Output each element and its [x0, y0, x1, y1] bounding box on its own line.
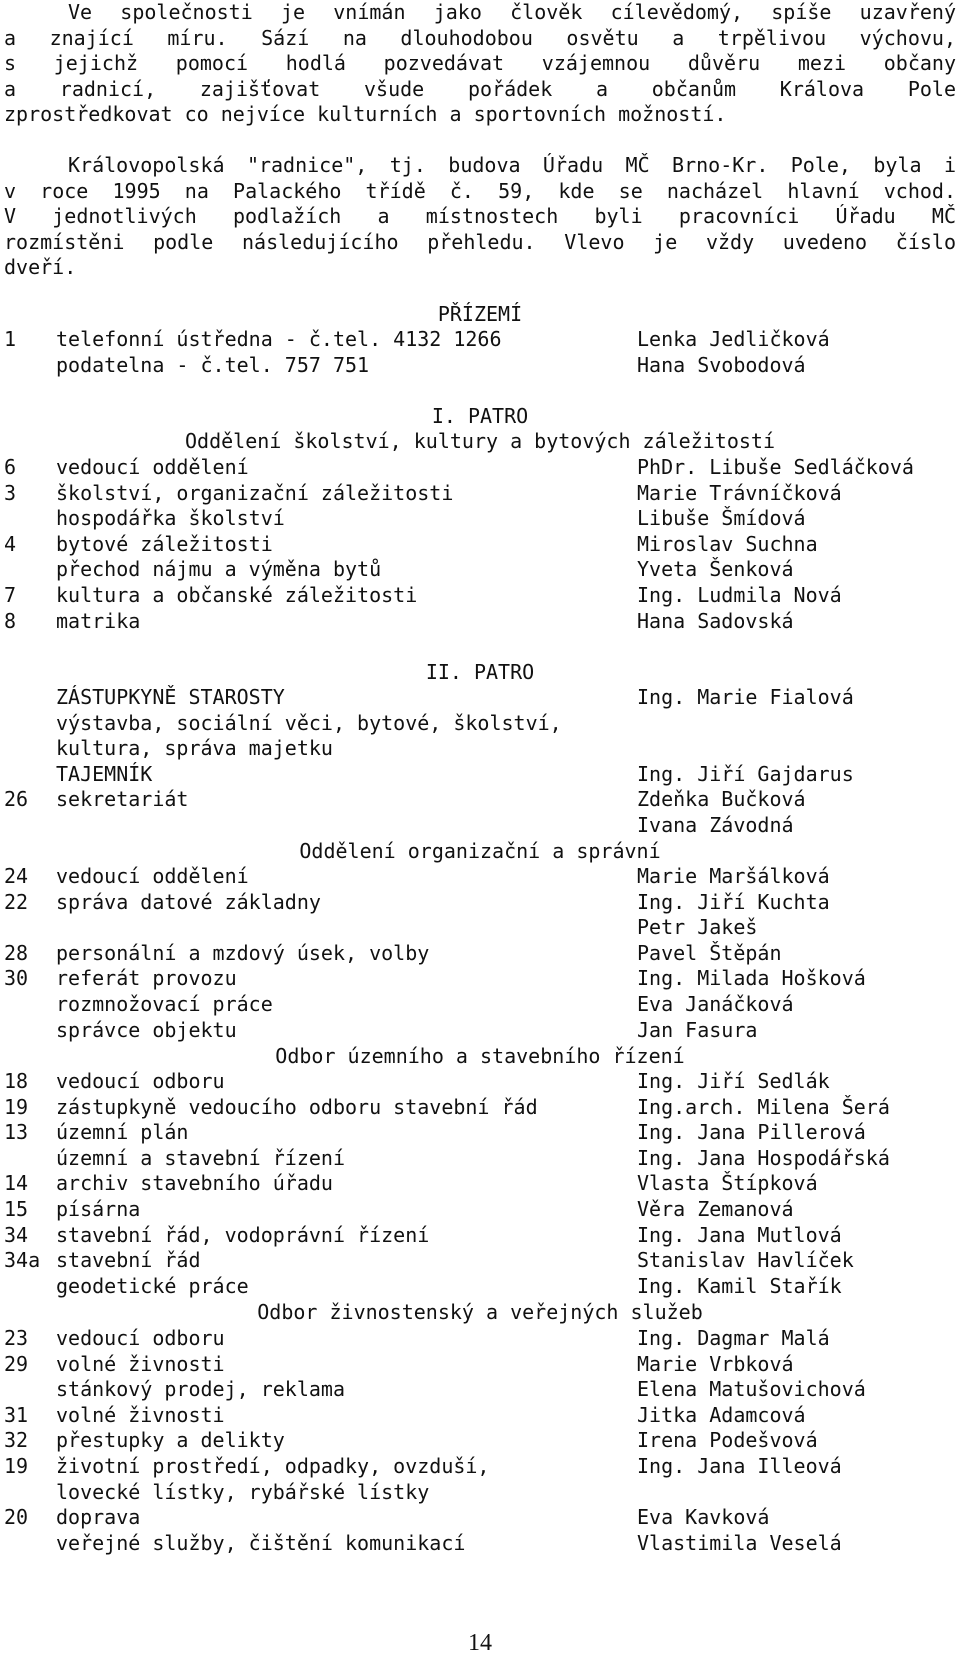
- agenda-description: volné živnosti: [56, 1402, 225, 1427]
- staff-name: Ing. Jana Mutlová: [637, 1222, 842, 1247]
- staff-name: Ing. Jiří Gajdarus: [637, 761, 854, 786]
- staff-name: Hana Svobodová: [637, 352, 806, 377]
- agenda-description: stánkový prodej, reklama: [56, 1377, 345, 1402]
- staff-name: Ing. Milada Hošková: [637, 966, 866, 991]
- agenda-description: kultura, správa majetku: [56, 736, 333, 761]
- agenda-description: hospodářka školství: [56, 506, 285, 531]
- door-number: 13: [4, 1120, 29, 1145]
- door-number: 7: [4, 583, 17, 607]
- door-number: 34a: [4, 1248, 41, 1273]
- floor-heading-first: I. PATRO: [431, 404, 529, 428]
- text-line: V jednotlivých podlažích a místnostech byli pracovníci Úřadu MČ: [4, 204, 956, 229]
- directory-row: [0, 1248, 960, 1274]
- directory-row: [0, 1377, 960, 1403]
- directory-row: [0, 915, 960, 941]
- door-number: 23: [4, 1326, 29, 1350]
- door-number: 1: [4, 327, 17, 351]
- door-number: 8: [4, 608, 17, 633]
- agenda-description: výstavba, sociální věci, bytové, školství,: [56, 710, 562, 735]
- staff-name: Pavel Štěpán: [637, 940, 782, 965]
- directory-row: [0, 1018, 960, 1044]
- directory-row: [0, 685, 960, 711]
- directory-row: [0, 1095, 960, 1121]
- door-number: 14: [4, 1171, 29, 1196]
- agenda-description: veřejné služby, čištění komunikací: [56, 1530, 466, 1555]
- staff-name: PhDr. Libuše Sedláčková: [637, 455, 914, 479]
- directory-row: [0, 506, 960, 532]
- staff-name: Věra Zemanová: [637, 1197, 794, 1221]
- staff-name: Marie Maršálková: [637, 864, 830, 888]
- agenda-description: telefonní ústředna - č.tel. 4132 1266: [56, 327, 502, 351]
- staff-name: Ing. Jana Hospodářská: [637, 1145, 890, 1170]
- agenda-description: lovecké lístky, rybářské lístky: [56, 1479, 430, 1504]
- staff-name: Lenka Jedličková: [637, 327, 830, 351]
- agenda-description: kultura a občanské záležitosti: [56, 583, 418, 607]
- agenda-description: referát provozu: [56, 966, 237, 991]
- agenda-description: územní plán: [56, 1120, 189, 1145]
- directory-row: [0, 1069, 960, 1095]
- staff-name: Vlasta Štípková: [637, 1171, 818, 1196]
- directory-row: [0, 736, 960, 762]
- text-line: Královopolská "radnice", tj. budova Úřadu MČ Brno-Kr. Pole, byla i: [68, 153, 956, 177]
- door-number: 22: [4, 889, 29, 914]
- building-paragraph: [4, 153, 956, 281]
- door-number: 30: [4, 966, 29, 991]
- agenda-description: územní a stavební řízení: [56, 1145, 345, 1170]
- agenda-description: zástupkyně vedoucího odboru stavební řád: [56, 1094, 538, 1119]
- directory-row: [0, 1274, 960, 1300]
- text-line: zprostředkovat co nejvíce kulturních a sportovních možností.: [4, 102, 727, 127]
- staff-name: Miroslav Suchna: [637, 531, 818, 556]
- agenda-description: správce objektu: [56, 1017, 237, 1042]
- text-line: a znající míru. Sází na dlouhodobou osvětu a trpělivou výchovu,: [4, 25, 956, 50]
- agenda-description: rozmnožovací práce: [56, 992, 273, 1016]
- agenda-description: správa datové základny: [56, 889, 321, 914]
- staff-name: Ing. Jiří Sedlák: [637, 1069, 830, 1093]
- staff-name: Ing. Kamil Stařík: [637, 1273, 842, 1298]
- staff-name: Marie Vrbková: [637, 1351, 794, 1376]
- agenda-description: školství, organizační záležitosti: [56, 480, 454, 505]
- staff-name: Ing. Jana Illeová: [637, 1454, 842, 1478]
- staff-name: Ing.arch. Milena Šerá: [637, 1094, 890, 1119]
- directory-row: [0, 762, 960, 788]
- door-number: 19: [4, 1094, 29, 1119]
- intro-paragraph: [4, 0, 956, 128]
- staff-name: Stanislav Havlíček: [637, 1248, 854, 1273]
- agenda-description: vedoucí oddělení: [56, 864, 249, 888]
- text-line: s jejichž pomocí hodlá pozvedávat vzájemnou důvěru mezi občany: [4, 51, 956, 76]
- door-number: 26: [4, 787, 29, 812]
- directory-row: [0, 1403, 960, 1429]
- staff-name: Zdeňka Bučková: [637, 787, 806, 812]
- directory-row: [0, 787, 960, 813]
- staff-name: Irena Podešvová: [637, 1428, 818, 1453]
- door-number: 3: [4, 480, 17, 505]
- staff-name: Hana Sadovská: [637, 608, 794, 633]
- directory-row: [0, 890, 960, 916]
- staff-name: Ing. Marie Fialová: [637, 685, 854, 709]
- text-line: dveří.: [4, 255, 77, 280]
- directory-row: [0, 1146, 960, 1172]
- door-number: 24: [4, 864, 29, 888]
- staff-name: Libuše Šmídová: [637, 506, 806, 531]
- staff-name: Ing. Jana Pillerová: [637, 1120, 866, 1145]
- agenda-description: volné živnosti: [56, 1351, 225, 1376]
- department-heading: Odbor živnostenský a veřejných služeb: [257, 1300, 703, 1324]
- directory-row: [0, 609, 960, 635]
- agenda-description: stavební řád, vodoprávní řízení: [56, 1222, 430, 1247]
- page-number: 14: [468, 1630, 492, 1656]
- staff-name: Yveta Šenková: [637, 557, 794, 582]
- directory-row: [0, 455, 960, 481]
- directory-row: [0, 1197, 960, 1223]
- directory-row: [0, 1171, 960, 1197]
- directory-row: [0, 1223, 960, 1249]
- agenda-description: TAJEMNÍK: [56, 761, 153, 786]
- door-number: 31: [4, 1402, 29, 1427]
- directory-row: [0, 1454, 960, 1480]
- staff-name: Eva Janáčková: [637, 992, 794, 1016]
- staff-name: Petr Jakeš: [637, 915, 758, 940]
- staff-name: Jitka Adamcová: [637, 1402, 806, 1427]
- agenda-description: životní prostředí, odpadky, ovzduší,: [56, 1454, 490, 1478]
- staff-name: Ivana Závodná: [637, 813, 794, 837]
- staff-name: Jan Fasura: [637, 1017, 758, 1042]
- directory-row: [0, 1428, 960, 1454]
- directory-row: [0, 813, 960, 839]
- text-line: a radnicí, zajišťovat všude pořádek a občanům Králova Pole: [4, 76, 956, 101]
- directory-row: [0, 941, 960, 967]
- text-line: Ve společnosti je vnímán jako člověk cílevědomý, spíše uzavřený: [68, 0, 956, 24]
- directory-row: [0, 1505, 960, 1531]
- staff-name: Eva Kavková: [637, 1505, 770, 1530]
- directory-row: [0, 1531, 960, 1557]
- staff-name: Vlastimila Veselá: [637, 1530, 842, 1555]
- door-number: 28: [4, 940, 29, 965]
- agenda-description: písárna: [56, 1197, 141, 1221]
- agenda-description: vedoucí oddělení: [56, 455, 249, 479]
- agenda-description: vedoucí odboru: [56, 1069, 225, 1093]
- door-number: 32: [4, 1428, 29, 1453]
- agenda-description: bytové záležitosti: [56, 531, 273, 556]
- agenda-description: ZÁSTUPKYNĚ STAROSTY: [56, 685, 285, 709]
- agenda-description: personální a mzdový úsek, volby: [56, 940, 430, 965]
- directory-row: [0, 557, 960, 583]
- staff-name: Elena Matušovichová: [637, 1377, 866, 1402]
- directory-row: [0, 966, 960, 992]
- agenda-description: přestupky a delikty: [56, 1428, 285, 1453]
- directory-row: [0, 481, 960, 507]
- directory-row: [0, 711, 960, 737]
- agenda-description: matrika: [56, 608, 141, 633]
- staff-name: Ing. Jiří Kuchta: [637, 889, 830, 914]
- directory-row: [0, 992, 960, 1018]
- door-number: 6: [4, 455, 17, 479]
- staff-name: Marie Trávníčková: [637, 480, 842, 505]
- door-number: 18: [4, 1069, 29, 1093]
- directory-row: [0, 1326, 960, 1352]
- department-heading: Oddělení školství, kultury a bytových záležitostí: [184, 429, 775, 453]
- staff-name: Ing. Ludmila Nová: [637, 583, 842, 607]
- directory-row: [0, 532, 960, 558]
- staff-name: Ing. Dagmar Malá: [637, 1326, 830, 1350]
- directory-row: [0, 864, 960, 890]
- door-number: 29: [4, 1351, 29, 1376]
- agenda-description: archiv stavebního úřadu: [56, 1171, 333, 1196]
- agenda-description: přechod nájmu a výměna bytů: [56, 557, 382, 582]
- door-number: 34: [4, 1222, 29, 1247]
- text-line: v roce 1995 na Palackého třídě č. 59, kde se nacházel hlavní vchod.: [4, 178, 956, 203]
- floor-heading-second: II. PATRO: [425, 660, 535, 684]
- department-heading: Odbor územního a stavebního řízení: [275, 1044, 685, 1068]
- agenda-description: doprava: [56, 1505, 141, 1530]
- door-number: 20: [4, 1505, 29, 1530]
- department-heading: Oddělení organizační a správní: [299, 839, 661, 863]
- agenda-description: stavební řád: [56, 1248, 201, 1273]
- floor-heading-ground: PŘÍZEMÍ: [437, 302, 523, 326]
- directory-row: [0, 1352, 960, 1378]
- directory-row: [0, 1120, 960, 1146]
- agenda-description: sekretariát: [56, 787, 189, 812]
- agenda-description: podatelna - č.tel. 757 751: [56, 352, 370, 377]
- directory-row: [0, 1480, 960, 1506]
- directory-row: [0, 583, 960, 609]
- directory-row: [0, 327, 960, 353]
- text-line: rozmístěni podle následujícího přehledu. Vlevo je vždy uvedeno číslo: [4, 229, 956, 254]
- directory-row: [0, 353, 960, 379]
- door-number: 19: [4, 1454, 29, 1478]
- agenda-description: geodetické práce: [56, 1273, 249, 1298]
- door-number: 4: [4, 531, 17, 556]
- door-number: 15: [4, 1197, 29, 1221]
- agenda-description: vedoucí odboru: [56, 1326, 225, 1350]
